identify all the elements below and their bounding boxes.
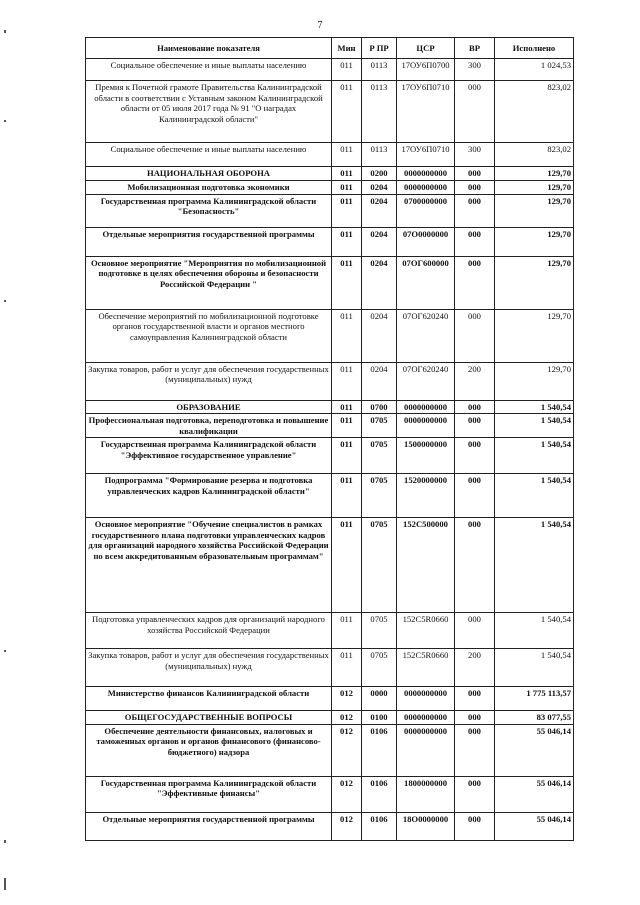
row-name: Отдельные мероприятия государственной программы — [86, 227, 332, 256]
table-row — [86, 309, 574, 362]
row-sum: 823,02 — [495, 143, 574, 167]
row-csr: 07О0000000 — [397, 227, 455, 256]
table-row — [86, 194, 574, 227]
row-sum: 55 046,14 — [495, 776, 574, 812]
row-min: 011 — [332, 400, 362, 414]
row-sum: 129,70 — [495, 194, 574, 227]
row-rpr: 0705 — [362, 613, 397, 649]
row-name: Закупка товаров, работ и услуг для обеспечения государственных (муниципальных) нужд — [86, 649, 332, 687]
row-min: 011 — [332, 194, 362, 227]
table-row — [86, 362, 574, 400]
row-vr: 000 — [455, 167, 495, 181]
row-vr: 000 — [455, 180, 495, 194]
row-min: 011 — [332, 518, 362, 613]
row-csr: 0000000000 — [397, 167, 455, 181]
row-vr: 000 — [455, 812, 495, 840]
table-row — [86, 518, 574, 613]
row-min: 011 — [332, 59, 362, 81]
row-rpr: 0700 — [362, 400, 397, 414]
row-rpr: 0705 — [362, 438, 397, 474]
row-vr: 000 — [455, 414, 495, 438]
row-rpr: 0204 — [362, 362, 397, 400]
row-sum: 129,70 — [495, 309, 574, 362]
row-csr: 0000000000 — [397, 400, 455, 414]
row-csr: 152С500000 — [397, 518, 455, 613]
table-row — [86, 400, 574, 414]
row-vr: 000 — [455, 613, 495, 649]
row-rpr: 0204 — [362, 194, 397, 227]
table-row — [86, 687, 574, 711]
row-csr: 0000000000 — [397, 180, 455, 194]
table-row — [86, 613, 574, 649]
row-name: Премия к Почетной грамоте Правительства Калининградской области в соответствии с Уставным законом Калининградской области от 05 июля 2017 года № 91 "О наградах Калининградской области" — [86, 81, 332, 143]
row-vr: 000 — [455, 687, 495, 711]
row-csr: 17ОУ6П0710 — [397, 143, 455, 167]
row-min: 011 — [332, 180, 362, 194]
row-sum: 129,70 — [495, 256, 574, 309]
row-vr: 000 — [455, 776, 495, 812]
row-rpr: 0705 — [362, 474, 397, 518]
row-rpr: 0705 — [362, 649, 397, 687]
row-rpr: 0200 — [362, 167, 397, 181]
table-row — [86, 474, 574, 518]
row-sum: 1 775 113,57 — [495, 687, 574, 711]
budget-execution-table — [85, 37, 574, 841]
table-header-row — [86, 38, 574, 59]
row-sum: 55 046,14 — [495, 724, 574, 776]
row-rpr: 0106 — [362, 724, 397, 776]
row-rpr: 0000 — [362, 687, 397, 711]
row-csr: 0000000000 — [397, 414, 455, 438]
row-vr: 000 — [455, 438, 495, 474]
row-min: 011 — [332, 227, 362, 256]
row-vr: 000 — [455, 81, 495, 143]
row-name: Обеспечение мероприятий по мобилизационной подготовке органов государственной власти и органов местного самоуправления Калининградской области — [86, 309, 332, 362]
row-min: 012 — [332, 776, 362, 812]
table-row — [86, 649, 574, 687]
table-row — [86, 724, 574, 776]
row-sum: 1 540,54 — [495, 438, 574, 474]
row-min: 012 — [332, 711, 362, 725]
row-rpr: 0204 — [362, 227, 397, 256]
row-csr: 17ОУ6П0710 — [397, 81, 455, 143]
row-sum: 1 540,54 — [495, 649, 574, 687]
row-min: 011 — [332, 81, 362, 143]
row-sum: 129,70 — [495, 180, 574, 194]
row-csr: 0000000000 — [397, 711, 455, 725]
row-name: Государственная программа Калининградской области "Эффективное государственное управление" — [86, 438, 332, 474]
row-rpr: 0204 — [362, 256, 397, 309]
row-rpr: 0113 — [362, 81, 397, 143]
table-row — [86, 59, 574, 81]
scan-edge-marks — [4, 0, 7, 905]
row-name: НАЦИОНАЛЬНАЯ ОБОРОНА — [86, 167, 332, 181]
row-name: Отдельные мероприятия государственной программы — [86, 812, 332, 840]
row-csr: 07ОГ620240 — [397, 309, 455, 362]
row-min: 011 — [332, 474, 362, 518]
row-name: Подготовка управленческих кадров для организаций народного хозяйства Российской Федерации — [86, 613, 332, 649]
row-csr: 17ОУ6П0700 — [397, 59, 455, 81]
row-rpr: 0106 — [362, 776, 397, 812]
row-sum: 83 077,55 — [495, 711, 574, 725]
row-sum: 1 540,54 — [495, 518, 574, 613]
row-name: Государственная программа Калининградской области "Эффективные финансы" — [86, 776, 332, 812]
table-row — [86, 256, 574, 309]
row-min: 012 — [332, 812, 362, 840]
row-name: Закупка товаров, работ и услуг для обеспечения государственных (муниципальных) нужд — [86, 362, 332, 400]
table-row — [86, 180, 574, 194]
row-min: 011 — [332, 167, 362, 181]
table-row — [86, 227, 574, 256]
table-row — [86, 414, 574, 438]
table-row — [86, 776, 574, 812]
table-body — [86, 59, 574, 841]
row-rpr: 0705 — [362, 414, 397, 438]
table-row — [86, 812, 574, 840]
table-row — [86, 167, 574, 181]
table-row — [86, 711, 574, 725]
row-min: 011 — [332, 414, 362, 438]
row-name: Государственная программа Калининградской области "Безопасность" — [86, 194, 332, 227]
row-csr: 1500000000 — [397, 438, 455, 474]
row-sum: 1 024,53 — [495, 59, 574, 81]
header-min: Мин — [332, 38, 362, 59]
row-rpr: 0113 — [362, 143, 397, 167]
row-vr: 000 — [455, 400, 495, 414]
row-vr: 200 — [455, 649, 495, 687]
row-rpr: 0106 — [362, 812, 397, 840]
row-sum: 129,70 — [495, 167, 574, 181]
row-vr: 000 — [455, 256, 495, 309]
row-vr: 000 — [455, 518, 495, 613]
table-row — [86, 143, 574, 167]
row-min: 011 — [332, 613, 362, 649]
row-csr: 0000000000 — [397, 687, 455, 711]
row-vr: 000 — [455, 227, 495, 256]
row-rpr: 0204 — [362, 309, 397, 362]
row-name: Основное мероприятие "Мероприятия по мобилизационной подготовке в целях обеспечения обороны и безопасности Российской Федерации " — [86, 256, 332, 309]
row-rpr: 0705 — [362, 518, 397, 613]
row-min: 011 — [332, 256, 362, 309]
row-name: ОБРАЗОВАНИЕ — [86, 400, 332, 414]
row-sum: 1 540,54 — [495, 474, 574, 518]
row-csr: 07ОГ620240 — [397, 362, 455, 400]
row-csr: 152С5R0660 — [397, 613, 455, 649]
row-min: 011 — [332, 438, 362, 474]
row-name: Подпрограмма "Формирование резерва и подготовка управленческих кадров Калининградской области" — [86, 474, 332, 518]
row-vr: 000 — [455, 474, 495, 518]
table-row — [86, 81, 574, 143]
row-vr: 000 — [455, 711, 495, 725]
row-vr: 000 — [455, 724, 495, 776]
header-vr: ВР — [455, 38, 495, 59]
row-rpr: 0113 — [362, 59, 397, 81]
row-name: ОБЩЕГОСУДАРСТВЕННЫЕ ВОПРОСЫ — [86, 711, 332, 725]
row-sum: 1 540,54 — [495, 613, 574, 649]
page-number: 7 — [317, 20, 323, 31]
row-sum: 1 540,54 — [495, 414, 574, 438]
row-name: Обеспечение деятельности финансовых, налоговых и таможенных органов и органов финансового (финансово-бюджетного) надзора — [86, 724, 332, 776]
header-csr: ЦСР — [397, 38, 455, 59]
row-csr: 07ОГ600000 — [397, 256, 455, 309]
row-vr: 000 — [455, 194, 495, 227]
row-vr: 300 — [455, 59, 495, 81]
header-sum: Исполнено — [495, 38, 574, 59]
row-min: 011 — [332, 649, 362, 687]
row-csr: 18О0000000 — [397, 812, 455, 840]
row-name: Мобилизационная подготовка экономики — [86, 180, 332, 194]
row-csr: 1800000000 — [397, 776, 455, 812]
row-sum: 55 046,14 — [495, 812, 574, 840]
row-vr: 300 — [455, 143, 495, 167]
row-min: 012 — [332, 724, 362, 776]
header-name: Наименование показателя — [86, 38, 332, 59]
row-name: Социальное обеспечение и иные выплаты населению — [86, 59, 332, 81]
row-sum: 823,02 — [495, 81, 574, 143]
row-name: Социальное обеспечение и иные выплаты населению — [86, 143, 332, 167]
row-min: 011 — [332, 362, 362, 400]
header-rpr: Р ПР — [362, 38, 397, 59]
row-sum: 129,70 — [495, 362, 574, 400]
row-csr: 0000000000 — [397, 724, 455, 776]
row-min: 011 — [332, 309, 362, 362]
row-rpr: 0100 — [362, 711, 397, 725]
row-name: Профессиональная подготовка, переподготовка и повышение квалификации — [86, 414, 332, 438]
row-name: Основное мероприятие "Обучение специалистов в рамках государственного плана подготовки управленческих кадров для организаций народного хозяйства Российской Федерации по всем аккредитованным образовательным программам" — [86, 518, 332, 613]
row-rpr: 0204 — [362, 180, 397, 194]
table-row — [86, 438, 574, 474]
row-name: Министерство финансов Калининградской области — [86, 687, 332, 711]
row-vr: 200 — [455, 362, 495, 400]
row-vr: 000 — [455, 309, 495, 362]
row-sum: 1 540,54 — [495, 400, 574, 414]
row-min: 012 — [332, 687, 362, 711]
row-sum: 129,70 — [495, 227, 574, 256]
row-csr: 1520000000 — [397, 474, 455, 518]
row-min: 011 — [332, 143, 362, 167]
row-csr: 152С5R0660 — [397, 649, 455, 687]
row-csr: 0700000000 — [397, 194, 455, 227]
